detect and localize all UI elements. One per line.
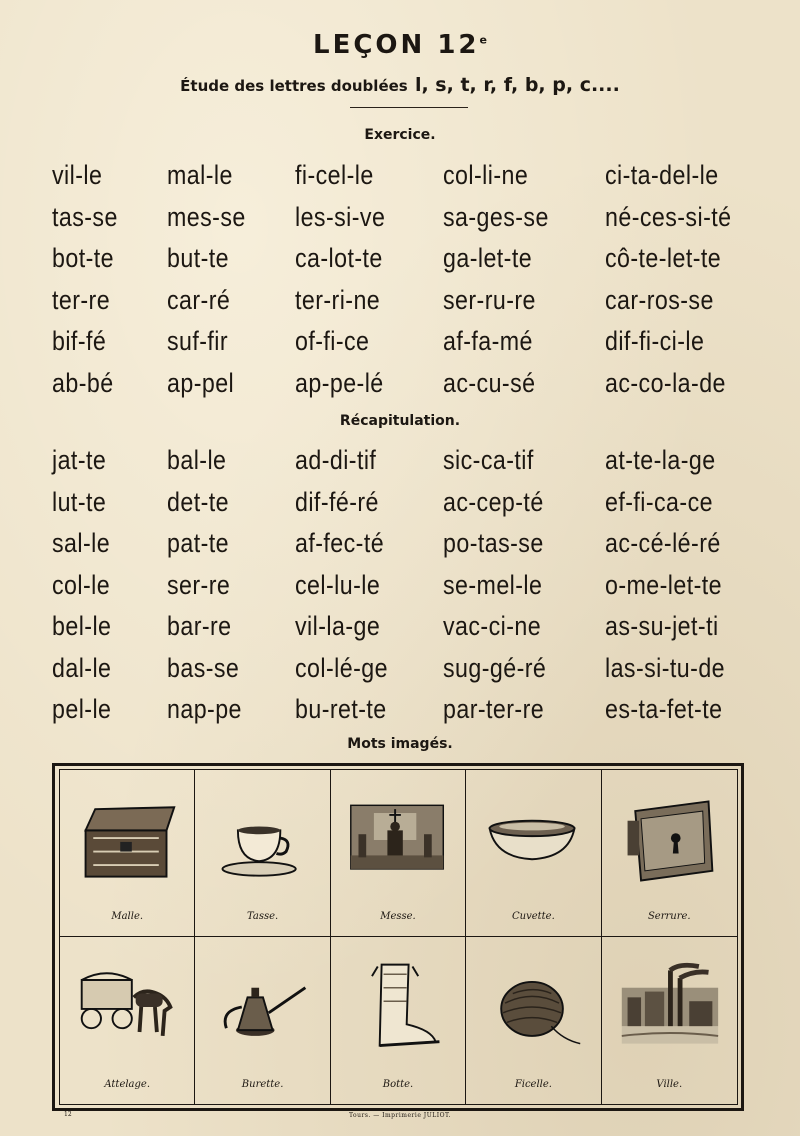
recap-word: as-su-jet-ti bbox=[605, 611, 719, 641]
picture-cell bbox=[60, 937, 195, 1104]
recap-word: at-te-la-ge bbox=[605, 445, 716, 475]
exercise-grid bbox=[52, 155, 772, 404]
exercise-word: bot-te bbox=[52, 243, 114, 273]
recap-word: bar-re bbox=[167, 611, 232, 641]
picture-caption: Burette. bbox=[241, 1079, 284, 1090]
trunk-icon bbox=[74, 790, 180, 890]
exercise-word: dif-fi-ci-le bbox=[605, 326, 705, 356]
string-ball-icon bbox=[480, 957, 586, 1057]
picture-caption: Malle. bbox=[111, 911, 144, 922]
recap-word: ac-cé-lé-ré bbox=[605, 528, 721, 558]
recap-word: det-te bbox=[167, 486, 229, 517]
exercise-word: tas-se bbox=[52, 201, 118, 232]
recap-word: nap-pe bbox=[167, 694, 242, 724]
recap-word: dal-le bbox=[52, 652, 112, 683]
recap-grid bbox=[52, 440, 772, 731]
picture-cell bbox=[195, 770, 330, 937]
recap-word: las-si-tu-de bbox=[605, 652, 726, 683]
exercise-word: of-fi-ce bbox=[295, 326, 370, 356]
recap-word: bas-se bbox=[167, 652, 240, 683]
exercise-word: ac-co-la-de bbox=[605, 367, 726, 398]
picture-cell bbox=[466, 770, 601, 937]
exercise-word: car-ré bbox=[167, 284, 231, 315]
recap-word: dif-fé-ré bbox=[295, 486, 379, 517]
recap-word: par-ter-re bbox=[443, 694, 545, 724]
recap-word: po-tas-se bbox=[443, 528, 544, 558]
exercise-word: sa-ges-se bbox=[443, 201, 549, 232]
recap-word: sug-gé-ré bbox=[443, 652, 547, 683]
lesson-title: LEÇON 12e bbox=[313, 30, 487, 60]
exercise-word: col-li-ne bbox=[443, 160, 529, 190]
recap-word: pat-te bbox=[167, 528, 229, 558]
recap-word: sic-ca-tif bbox=[443, 445, 534, 475]
picture-cell bbox=[466, 937, 601, 1104]
exercise-word: fi-cel-le bbox=[295, 160, 374, 190]
picture-caption: Botte. bbox=[382, 1079, 414, 1090]
recap-word: se-mel-le bbox=[443, 569, 543, 600]
picture-cell bbox=[602, 937, 737, 1104]
exercise-word: bif-fé bbox=[52, 326, 107, 356]
picture-caption: Tasse. bbox=[246, 911, 279, 922]
recap-word: vil-la-ge bbox=[295, 611, 381, 641]
recap-word: es-ta-fet-te bbox=[605, 694, 723, 724]
pictures-grid bbox=[59, 769, 738, 1105]
exercise-word: les-si-ve bbox=[295, 201, 386, 232]
page-number: 12 bbox=[64, 1111, 72, 1118]
exercise-word: né-ces-si-té bbox=[605, 201, 732, 232]
picture-cell bbox=[602, 770, 737, 937]
printer-footer: Tours. — Imprimerie JULIOT. bbox=[348, 1112, 452, 1119]
town-icon bbox=[616, 957, 722, 1057]
section-mots-images: Mots imagés. bbox=[347, 736, 453, 752]
recap-word: ac-cep-té bbox=[443, 486, 544, 517]
recap-word: col-le bbox=[52, 569, 111, 600]
recap-word: lut-te bbox=[52, 486, 107, 517]
picture-caption: Ficelle. bbox=[514, 1079, 552, 1090]
recap-word: o-me-let-te bbox=[605, 569, 722, 600]
basin-icon bbox=[480, 790, 586, 890]
section-exercice: Exercice. bbox=[364, 127, 436, 143]
exercise-word: ap-pel bbox=[167, 367, 235, 398]
lesson-subtitle: Étude des lettres doublées l, s, t, r, f, b, p, c.... bbox=[180, 74, 620, 96]
recap-word: pel-le bbox=[52, 694, 112, 724]
exercise-word: ab-bé bbox=[52, 367, 114, 398]
exercise-word: ac-cu-sé bbox=[443, 367, 536, 398]
exercise-word: mal-le bbox=[167, 160, 233, 190]
picture-cell bbox=[195, 937, 330, 1104]
recap-word: ad-di-tif bbox=[295, 445, 377, 475]
exercise-word: mes-se bbox=[167, 201, 246, 232]
exercise-word: ca-lot-te bbox=[295, 243, 383, 273]
section-recapitulation: Récapitulation. bbox=[339, 413, 461, 429]
recap-word: jat-te bbox=[52, 445, 107, 475]
picture-cell bbox=[60, 770, 195, 937]
exercise-word: ser-ru-re bbox=[443, 284, 536, 315]
exercise-word: vil-le bbox=[52, 160, 103, 190]
exercise-word: ter-ri-ne bbox=[295, 284, 381, 315]
exercise-word: but-te bbox=[167, 243, 229, 273]
recap-word: cel-lu-le bbox=[295, 569, 381, 600]
picture-caption: Cuvette. bbox=[511, 911, 555, 922]
exercise-word: cô-te-let-te bbox=[605, 243, 722, 273]
lock-icon bbox=[616, 790, 722, 890]
recap-word: bu-ret-te bbox=[295, 694, 387, 724]
picture-cell bbox=[331, 770, 466, 937]
exercise-word: ter-re bbox=[52, 284, 111, 315]
exercise-word: car-ros-se bbox=[605, 284, 714, 315]
exercise-word: ap-pe-lé bbox=[295, 367, 384, 398]
picture-caption: Attelage. bbox=[104, 1079, 151, 1090]
recap-word: sal-le bbox=[52, 528, 111, 558]
recap-word: ser-re bbox=[167, 569, 231, 600]
carriage-icon bbox=[74, 957, 180, 1057]
picture-caption: Serrure. bbox=[647, 911, 691, 922]
recap-word: ef-fi-ca-ce bbox=[605, 486, 713, 517]
picture-caption: Ville. bbox=[656, 1079, 683, 1090]
exercise-word: ci-ta-del-le bbox=[605, 160, 719, 190]
recap-word: col-lé-ge bbox=[295, 652, 388, 683]
recap-word: bal-le bbox=[167, 445, 227, 475]
exercise-word: af-fa-mé bbox=[443, 326, 533, 356]
recap-word: bel-le bbox=[52, 611, 112, 641]
exercise-word: ga-let-te bbox=[443, 243, 533, 273]
cup-icon bbox=[209, 790, 315, 890]
picture-caption: Messe. bbox=[380, 911, 416, 922]
title-rule bbox=[350, 107, 468, 108]
oil-can-icon bbox=[209, 957, 315, 1057]
picture-cell bbox=[331, 937, 466, 1104]
recap-word: vac-ci-ne bbox=[443, 611, 542, 641]
boot-icon bbox=[345, 957, 451, 1057]
recap-word: af-fec-té bbox=[295, 528, 385, 558]
exercise-word: suf-fir bbox=[167, 326, 229, 356]
mass-scene-icon bbox=[345, 790, 451, 890]
